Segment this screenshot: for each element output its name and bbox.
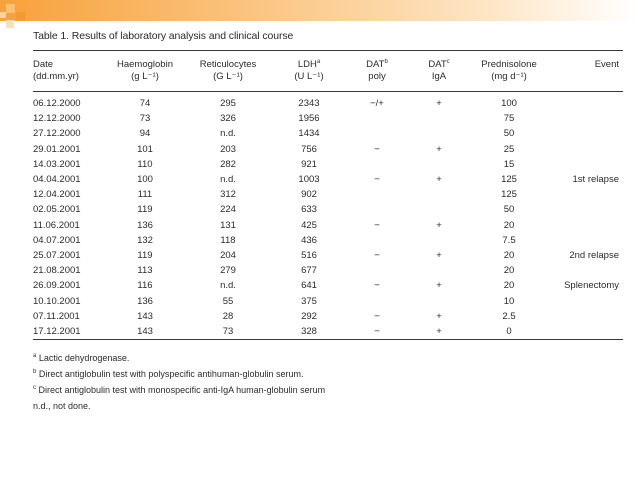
table-cell: 143 [137,326,153,338]
table-cell: 375 [301,295,317,307]
table-cell: 26.09.2001 [33,280,81,292]
table-cell: 20 [503,250,515,262]
table-cell: 101 [137,143,153,155]
table-cell: 902 [301,189,317,201]
table-cell: 11.06.2001 [33,219,80,231]
table-cell: n.d. [220,128,236,140]
table-cell: 641 [301,280,317,292]
table-cell [407,263,471,278]
table-cell: 436 [301,234,317,246]
table-cell: + [436,219,442,231]
column-header: LDH$^a$ (U L⁻¹) [294,59,324,82]
table-cell: 50 [503,204,515,216]
table-cell: 111 [137,189,153,201]
table-cell: 328 [301,326,317,338]
table-cell [547,294,623,309]
table-cell [347,126,407,141]
table-cell: 425 [301,219,317,231]
table-cell: 28 [222,310,234,322]
table-cell: 921 [301,158,317,170]
table-row [33,157,623,172]
decor-square [16,12,25,21]
table-cell: 633 [301,204,317,216]
header-row [33,51,623,92]
table-cell: 10.10.2001 [33,295,81,307]
table-cell: 29.01.2001 [33,143,81,155]
table-cell: 119 [137,204,153,216]
table-cell: 14.03.2001 [33,158,81,170]
table-cell: 04.04.2001 [33,174,81,186]
table-cell: 04.07.2001 [33,234,81,246]
table-cell: − [374,174,380,186]
table-cell [407,157,471,172]
table-cell: 17.12.2001 [33,326,81,338]
table-cell [547,92,623,112]
table-cell [347,294,407,309]
table-cell: 50 [503,128,515,140]
table-cell: − [374,310,380,322]
table-cell: 21.08.2001 [33,265,81,277]
table-cell: 136 [137,295,153,307]
table-row [33,324,623,340]
table-cell: 02.05.2001 [33,204,81,216]
table-cell: 100 [501,98,517,109]
column-header: Prednisolone (mg d⁻¹) [481,59,537,82]
table-cell: 1st relapse [572,174,619,186]
footnote-b: $^b$ Direct antiglobulin test with polyspecific antihuman-globulin serum. [33,369,304,380]
table-row [33,111,623,126]
table-cell: + [436,310,442,322]
table-cell: 143 [137,310,153,322]
table-cell [347,263,407,278]
column-header: Date (dd.mm.yr) [33,59,79,82]
table-cell: 110 [137,158,153,170]
table-cell: 20 [503,280,515,292]
table-cell: + [436,326,442,338]
table-cell: 312 [220,189,236,201]
table-cell: 55 [222,295,234,307]
table-cell: 113 [137,265,153,277]
table-cell: 326 [220,113,236,125]
table-row [33,233,623,248]
table-cell: n.d. [220,174,236,186]
table-cell [547,111,623,126]
table-cell: 0 [506,326,512,338]
table-body [33,92,623,340]
table-cell [547,263,623,278]
table-cell [347,187,407,202]
table-cell: 125 [501,174,517,186]
table-cell: 132 [137,234,153,246]
table-cell: n.d. [220,280,236,292]
table-row [33,278,623,293]
table-cell [347,157,407,172]
table-cell [547,309,623,324]
table-cell: 74 [139,98,151,109]
decor-square [6,4,15,13]
table-row [33,142,623,157]
table-cell: 15 [503,158,515,170]
table-row [33,263,623,278]
table-cell: + [436,250,442,262]
table-cell [407,111,471,126]
table-cell [547,233,623,248]
table-cell: − [374,280,380,292]
table-cell: 27.12.2000 [33,128,81,140]
results-table [33,51,623,340]
column-header: Event [594,59,619,70]
table-cell: 12.04.2001 [33,189,81,201]
table-cell: 73 [222,326,234,338]
table-cell: 118 [220,234,236,246]
table-cell: 116 [137,280,153,292]
table-cell: 119 [137,250,153,262]
table-cell [547,126,623,141]
table-row [33,248,623,263]
table-cell: 94 [139,128,151,140]
table-row [33,126,623,141]
table-cell [547,324,623,340]
table-cell: + [436,174,442,186]
table-cell: 282 [220,158,236,170]
table-cell [407,187,471,202]
table-row [33,218,623,233]
table-cell: 06.12.2000 [33,98,81,109]
table-cell: 75 [503,113,515,125]
table-cell [547,157,623,172]
table-cell: 20 [503,219,515,231]
table-cell: 1434 [298,128,320,140]
table-cell [347,233,407,248]
table-cell: Splenectomy [564,280,619,292]
table-cell: 516 [301,250,317,262]
table-row [33,187,623,202]
table-cell [347,202,407,217]
table-cell [407,233,471,248]
table-cell [547,142,623,157]
footnote-a: $^a$ Lactic dehydrogenase. [33,353,130,364]
table-cell: + [436,98,442,109]
table-cell: 125 [501,189,517,201]
slide-header-bar [0,0,638,21]
table-cell: 10 [503,295,515,307]
table-cell: 25 [503,143,515,155]
footnote-nd: n.d., not done. [33,401,91,412]
table-cell: 2nd relapse [569,250,619,262]
table-cell: 203 [220,143,236,155]
table-cell: 756 [301,143,317,155]
table-cell: 292 [301,310,317,322]
decor-square [6,20,14,28]
table-cell: 07.11.2001 [33,310,80,322]
table-cell [347,111,407,126]
table-cell: 224 [220,204,236,216]
table-cell: 73 [139,113,151,125]
table-cell: 12.12.2000 [33,113,81,125]
table-cell: 100 [137,174,153,186]
table-cell: − [374,326,380,338]
table-cell: + [436,143,442,155]
table-cell: − [374,143,380,155]
table-cell: + [436,280,442,292]
table-row [33,294,623,309]
table-cell: 131 [220,219,236,231]
table-row [33,172,623,187]
column-header: Haemoglobin (g L⁻¹) [117,59,173,82]
table-cell: −/+ [370,98,384,109]
table-cell [407,126,471,141]
table-cell: 25.07.2001 [33,250,81,262]
table-cell [407,202,471,217]
table-cell: 1003 [298,174,320,186]
column-header: Reticulocytes (G L⁻¹) [199,59,257,82]
table-cell: 7.5 [502,234,516,246]
table-cell: − [374,219,380,231]
table-cell: 2343 [298,98,320,109]
table-cell: 295 [220,98,236,109]
table-row [33,309,623,324]
table-cell: 136 [137,219,153,231]
table-cell: 2.5 [502,310,516,322]
column-header: DAT$^c$ IgA [428,59,450,82]
table-cell: 204 [220,250,236,262]
table-title: Table 1. Results of laboratory analysis and clinical course [33,30,294,42]
footnotes [33,350,623,414]
table-cell [407,294,471,309]
table-row [33,92,623,112]
table-row [33,202,623,217]
table-cell [547,218,623,233]
table-cell [547,187,623,202]
table-cell: 20 [503,265,515,277]
table-cell: 677 [301,265,317,277]
table-cell: 279 [220,265,236,277]
table-cell [547,202,623,217]
table-cell: − [374,250,380,262]
footnote-c: $^c$ Direct antiglobulin test with monospecific anti-IgA human-globulin serum [33,385,326,396]
table-cell: 1956 [298,113,320,125]
table-document [33,30,623,414]
column-header: DAT$^b$ poly [366,59,388,82]
